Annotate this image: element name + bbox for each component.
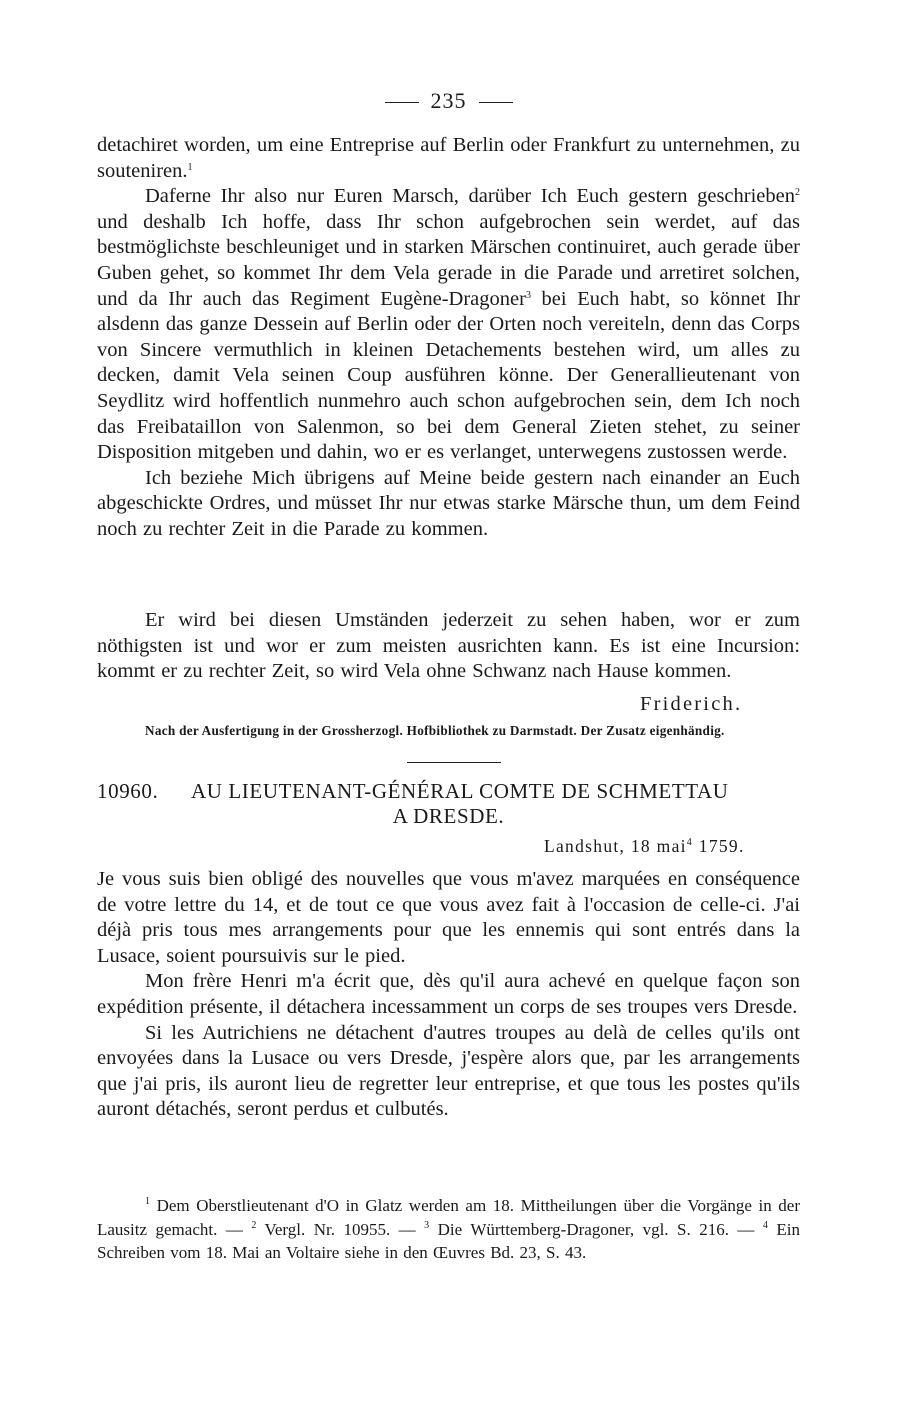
letter2-title-line2: A DRESDE. bbox=[392, 804, 505, 828]
signature: Friderich. bbox=[640, 693, 743, 715]
letter2-heading bbox=[97, 779, 800, 829]
footnote-ref: 4 bbox=[686, 837, 694, 848]
postscript-text: Er wird bei diesen Umständen jederzeit zu sehen haben, wor er zum nöthigsten ist und wor er zum meisten ausrichten kann. Es ist eine Incursion: kommt er zu rechter Zeit, so wird Vela ohne Schwanz nach Hause kommen. bbox=[97, 609, 800, 683]
letter2-title-line1: AU LIEUTENANT-GÉNÉRAL COMTE DE SCHMETTAU bbox=[191, 779, 729, 803]
letter1-para2-text-b: und deshalb Ich hoffe, dass Ihr schon aufgebrochen sein werdet, auf das bestmöglichste beschleuniget und in starken Märschen continuiret, auch gerade über Guben gehet, so kommet Ihr dem Vela gerade in die Parade und arretiret solchen, und da Ihr auch das Regiment Eugène-Dragoner bbox=[97, 210, 800, 310]
footnote-ref: 3 bbox=[525, 289, 531, 301]
letter2-paragraph: Mon frère Henri m'a écrit que, dès qu'il aura achevé en quelque façon son expédition présente, il détachera incessamment un corps de ses troupes vers Dresde. bbox=[97, 970, 800, 1018]
section-divider bbox=[407, 762, 501, 763]
header-dash-right bbox=[479, 102, 513, 103]
page-number: 235 bbox=[430, 88, 467, 113]
letter2-paragraph: Je vous suis bien obligé des nouvelles que vous m'avez marquées en conséquence de votre lettre du 14, et de tout ce que vous avez fait à l'occasion de celle-ci. J'ai déjà pris tous mes arrangements pour que les ennemis qui sont entrés dans la Lusace, soient poursuivis sur le pied. bbox=[97, 868, 800, 967]
letter1-paragraph bbox=[97, 184, 800, 466]
footnote-4: Ein Schreiben vom 18. Mai an Voltaire siehe in den Œuvres Bd. 23, S. 43. bbox=[97, 1219, 800, 1262]
footnotes bbox=[97, 1194, 800, 1265]
letter1-para2-text-c: bei Euch habt, so könnet Ihr alsdenn das ganze Dessein auf Berlin oder der Orten noch vereiteln, denn das Corps von Sincere vermuthlich in kleinen Detachements bestehen wird, um alles zu decken, damit Vela seinen Coup ausführen könne. Der Generallieutenant von Seydlitz wird hoffentlich nunmehro auch schon aufgebrochen sein, dem Ich noch das Freibataillon von Salenmon, so bei dem General Zieten stehet, zu seiner Disposition mitgeben und dahin, wo er es verlanget, unterwegens zustossen werde. bbox=[97, 287, 801, 464]
page-header bbox=[97, 88, 800, 114]
footnote-marker: 1 bbox=[145, 1196, 150, 1207]
header-dash-left bbox=[385, 102, 419, 103]
footnote-2: Vergl. Nr. 10955. — bbox=[256, 1219, 425, 1239]
footnote-ref: 2 bbox=[795, 187, 800, 199]
letter1-paragraph: Ich beziehe Mich übrigens auf Meine beide gestern nach einander an Euch abgeschickte Ordres, und müsset Ihr nur etwas starke Märsche thun, um dem Feind noch zu rechter Zeit in die Parade zu kommen. bbox=[97, 466, 800, 540]
footnote-3: Die Württemberg-Dragoner, vgl. S. 216. — bbox=[429, 1219, 763, 1239]
source-note: Nach der Ausfertigung in der Grossherzogl. Hofbibliothek zu Darmstadt. Der Zusatz eigenhändig. bbox=[145, 723, 725, 738]
footnote-marker: 3 bbox=[424, 1219, 430, 1231]
letter1-postscript bbox=[97, 608, 800, 685]
footnote-marker: 4 bbox=[762, 1219, 768, 1231]
letter1-para2-text-a: Daferne Ihr also nur Euren Marsch, darüber Ich Euch gestern geschrieben bbox=[145, 185, 795, 208]
footnote-1: Dem Oberstlieutenant d'O in Glatz werden am 18. Mittheilungen über die Vorgänge in der Lausitz gemacht. — bbox=[97, 1196, 800, 1239]
footnote-marker: 2 bbox=[251, 1219, 257, 1231]
letter-number: 10960. bbox=[97, 779, 159, 803]
place-date-text: Landshut, 18 mai bbox=[544, 836, 687, 856]
footnote-ref: 1 bbox=[187, 161, 193, 173]
letter2-body bbox=[97, 867, 800, 1123]
letter1-body bbox=[97, 133, 800, 543]
letter1-paragraph bbox=[97, 133, 800, 184]
place-date bbox=[544, 836, 745, 857]
place-date-year: 1759. bbox=[693, 836, 745, 856]
letter1-para1-text: detachiret worden, um eine Entreprise auf Berlin oder Frankfurt zu unternehmen, zu souteniren. bbox=[97, 134, 800, 182]
letter2-paragraph: Si les Autrichiens ne détachent d'autres troupes au delà de celles qu'ils ont envoyées dans la Lusace ou vers Dresde, j'espère alors que, par les arrangements que j'ai pris, ils auront lieu de regretter leur entreprise, et que tous les postes qu'ils auront détachés, seront perdus et culbutés. bbox=[97, 1021, 800, 1121]
